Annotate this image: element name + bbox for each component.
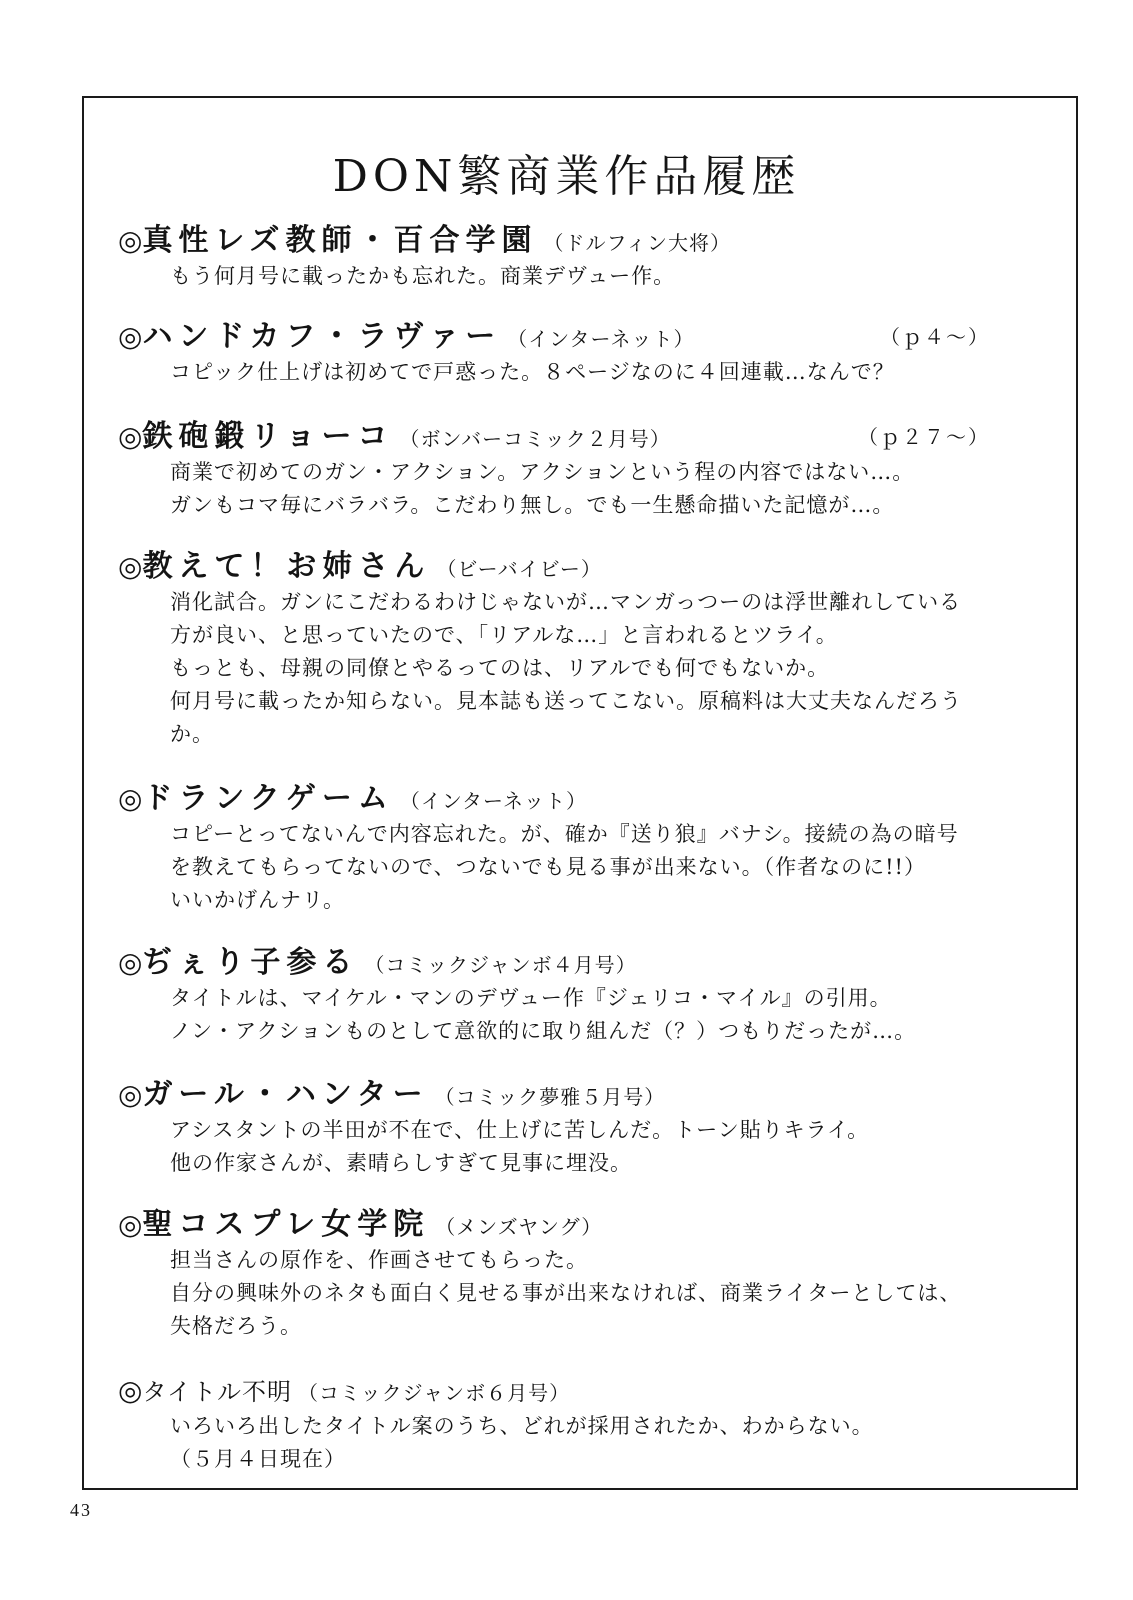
entry-comment (170, 1114, 1058, 1180)
bullet-mark: ◎ (118, 224, 143, 257)
publication: （コミック夢雅５月号） (434, 1085, 666, 1109)
work-title: ハンドカフ・ラヴァー (142, 319, 502, 354)
comment-line: ガンもコマ毎にバラバラ。こだわり無し。でも一生懸命描いた記憶が…。 (170, 493, 895, 517)
comment-line: 他の作家さんが、素晴らしすぎて見事に埋没。 (170, 1151, 632, 1175)
entry-comment (170, 1410, 1058, 1476)
entry-comment (170, 1244, 1058, 1343)
entry-7 (118, 1076, 1058, 1180)
page-ref: （ｐ２７～） (858, 425, 990, 449)
entry-heading (118, 1372, 1058, 1410)
entry-3 (118, 418, 1058, 522)
work-title: 鉄砲鍛リョーコ (142, 419, 394, 454)
bullet-mark: ◎ (118, 782, 143, 815)
comment-line: 担当さんの原作を、作画させてもらった。 (170, 1248, 588, 1272)
entry-heading (118, 1206, 1058, 1244)
work-title: 聖コスプレ女学院 (142, 1207, 430, 1242)
entry-8 (118, 1206, 1058, 1343)
entry-6 (118, 944, 1058, 1048)
entry-heading (118, 222, 1058, 260)
entry-comment (170, 260, 1058, 293)
comment-line: 方が良い、と思っていたので、「リアルな…」と言われるとツライ。 (170, 623, 838, 647)
comment-line: 何月号に載ったか知らない。見本誌も送ってこない。原稿料は大丈夫なんだろう (170, 689, 962, 713)
entry-heading (118, 418, 1058, 456)
entry-5 (118, 780, 1058, 917)
work-title: 真性レズ教師・百合学園 (142, 223, 538, 258)
comment-line: か。 (170, 722, 214, 746)
work-title: ガール・ハンター (142, 1077, 429, 1112)
entry-1 (118, 222, 1058, 293)
entry-comment (170, 456, 1058, 522)
bullet-mark: ◎ (118, 946, 143, 979)
work-title: ぢぇり子参る (142, 945, 359, 980)
publication: （インターネット） (507, 327, 695, 351)
bullet-mark: ◎ (118, 420, 143, 453)
entry-comment (170, 982, 1058, 1048)
entry-2 (118, 318, 1058, 389)
entry-heading (118, 548, 1058, 586)
entry-comment (170, 818, 1058, 917)
comment-line: いいかげんナリ。 (170, 888, 345, 912)
entry-heading (118, 318, 1058, 356)
comment-line: タイトルは、マイケル・マンのデヴュー作『ジェリコ・マイル』の引用。 (170, 986, 892, 1010)
bullet-mark: ◎ (118, 1374, 143, 1407)
comment-line: いろいろ出したタイトル案のうち、どれが採用されたか、わからない。 (170, 1414, 874, 1438)
entry-heading (118, 944, 1058, 982)
comment-line: アシスタントの半田が不在で、仕上げに苦しんだ。トーン貼りキライ。 (170, 1118, 870, 1142)
publication: （インターネット） (399, 789, 588, 813)
comment-line: コピック仕上げは初めてで戸惑った。８ページなのに４回連載…なんで？ (170, 360, 895, 384)
page-number: 43 (70, 1500, 92, 1520)
publication: （ボンバーコミック２月号） (399, 427, 671, 451)
entry-9 (118, 1372, 1058, 1476)
page-title: DON繁商業作品履歴 (332, 151, 801, 202)
work-title: 教えて！お姉さん (142, 549, 431, 584)
comment-line: 消化試合。ガンにこだわるわけじゃないが…マンガっつーのは浮世離れしている (170, 590, 962, 614)
work-title: ドランクゲーム (142, 781, 394, 816)
entry-comment (170, 356, 1058, 389)
comment-line: を教えてもらってないので、つないでも見る事が出来ない。（作者なのに!!） (170, 855, 926, 879)
work-title: タイトル不明 (142, 1378, 292, 1406)
publication: （コミックジャンボ４月号） (364, 953, 637, 977)
page-ref: （ｐ４～） (880, 325, 990, 349)
publication: （ドルフィン大将） (543, 231, 731, 255)
entry-4 (118, 548, 1058, 751)
bullet-mark: ◎ (118, 550, 143, 583)
comment-line: 失格だろう。 (170, 1314, 302, 1338)
comment-line: （５月４日現在） (170, 1447, 346, 1471)
comment-line: 自分の興味外のネタも面白く見せる事が出来なければ、商業ライターとしては、 (170, 1281, 962, 1305)
comment-line: 商業で初めてのガン・アクション。アクションという程の内容ではない…。 (170, 460, 915, 484)
entry-comment (170, 586, 1058, 751)
comment-line: もう何月号に載ったかも忘れた。商業デヴュー作。 (170, 264, 676, 288)
bullet-mark: ◎ (118, 1208, 143, 1241)
comment-line: コピーとってないんで内容忘れた。が、確か『送り狼』バナシ。接続の為の暗号 (170, 822, 959, 846)
publication: （メンズヤング） (435, 1215, 603, 1239)
bullet-mark: ◎ (118, 1078, 143, 1111)
entry-heading (118, 780, 1058, 818)
comment-line: もっとも、母親の同僚とやるってのは、リアルでも何でもないか。 (170, 656, 830, 680)
entry-heading (118, 1076, 1058, 1114)
publication: （コミックジャンボ６月号） (297, 1381, 571, 1405)
comment-line: ノン・アクションものとして意欲的に取り組んだ（？）つもりだったが…。 (170, 1019, 917, 1043)
bullet-mark: ◎ (118, 320, 143, 353)
publication: （ビーバイビー） (436, 557, 602, 581)
